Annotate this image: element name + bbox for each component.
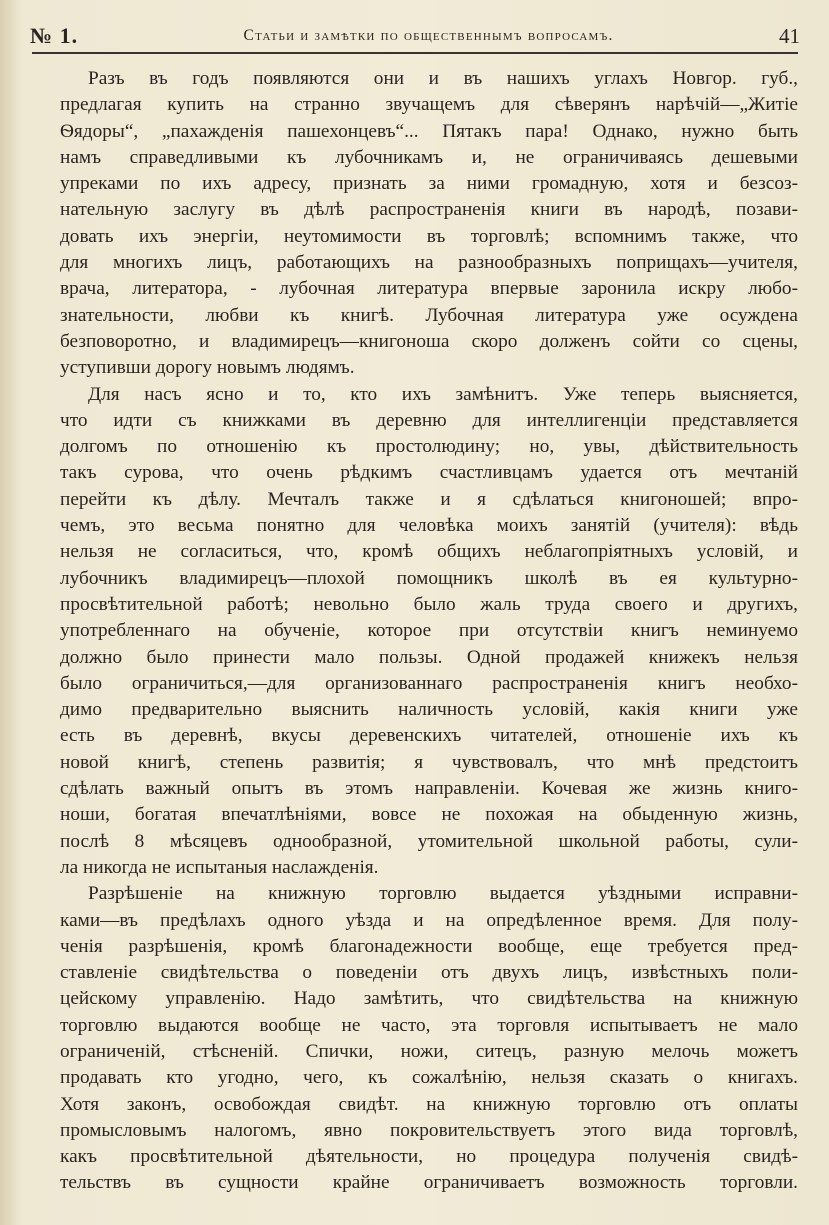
text-line: уступивши дорогу новымъ людямъ. <box>60 357 355 379</box>
text-line: продавать кто угодно, чего, къ сожалѣнію, нельзя сказать о книгахъ. <box>60 1067 798 1089</box>
text-line: для многихъ лицъ, работающихъ на разнообразныхъ поприщахъ—учителя, <box>60 252 798 274</box>
text-line: Для насъ ясно и то, кто ихъ замѣнитъ. Уже теперь выясняется, <box>88 383 798 405</box>
text-line: лубочникъ владимирецъ—плохой помощникъ школѣ въ ея культурно- <box>60 567 798 589</box>
text-line: послѣ 8 мѣсяцевъ однообразной, утомительной школьной работы, сули- <box>60 830 798 852</box>
text-line: ла никогда не испытаныя наслажденія. <box>60 856 379 878</box>
text-line: перейти къ дѣлу. Мечталъ также и я сдѣлаться книгоношей; впро- <box>60 488 798 510</box>
text-line: ставленіе свидѣтельства о поведеніи отъ двухъ лицъ, извѣстныхъ поли- <box>60 962 798 984</box>
text-line: новой книгѣ, степень развитія; я чувствовалъ, что мнѣ предстоитъ <box>60 751 798 773</box>
article-body <box>60 66 798 1197</box>
text-line: употребленнаго на обученіе, которое при отсутствіи книгъ неминуемо <box>60 620 798 642</box>
running-header <box>30 18 800 54</box>
text-line: должно было принести мало пользы. Одной продажей книжекъ нельзя <box>60 646 798 668</box>
text-line: было ограничиться,—для организованнаго распространенія книгъ необхо- <box>60 672 798 694</box>
text-line: какъ просвѣтительной дѣятельности, но процедура полученія свидѣ- <box>60 1146 798 1168</box>
text-line: что идти съ книжками въ деревню для интеллигенціи представляется <box>60 409 798 431</box>
text-line: ченія разрѣшенія, кромѣ благонадежности вообще, еще требуется пред- <box>60 935 798 957</box>
text-line: довать ихъ энергіи, неутомимости въ торговлѣ; вспомнимъ также, что <box>60 225 798 247</box>
text-line: знательности, любви къ книгѣ. Лубочная литература уже осуждена <box>60 304 798 326</box>
text-line: Разъ въ годъ появляются они и въ нашихъ углахъ Новгор. губ., <box>88 68 798 89</box>
running-title: Статьи и замѣтки по общественнымъ вопросамъ. <box>243 27 614 44</box>
text-line: чемъ, это весьма понятно для человѣка моихъ занятій (учителя): вѣдь <box>60 515 798 537</box>
text-line: тельствъ въ сущности крайне ограничиваетъ возможность торговли. <box>60 1172 798 1194</box>
page-number: 41 <box>779 23 800 48</box>
text-line: безповоротно, и владимирецъ—книгоноша скоро долженъ сойти со сцены, <box>60 330 798 352</box>
text-line: Хотя законъ, освобождая свидѣт. на книжную торговлю отъ оплаты <box>60 1093 798 1115</box>
text-line: долгомъ по отношенію къ простолюдину; но, увы, дѣйствительность <box>60 436 798 458</box>
text-line: ноши, богатая впечатлѣніями, вовсе не похожая на обыденную жизнь, <box>60 804 798 826</box>
text-line: ограниченій, стѣсненій. Спички, ножи, ситецъ, разную мелочь можетъ <box>60 1040 798 1062</box>
text-line: есть въ деревнѣ, вкусы деревенскихъ читателей, отношеніе ихъ къ <box>60 725 798 747</box>
text-line: димо предварительно выяснить наличность условій, какія книги уже <box>60 699 798 721</box>
text-line: упреками по ихъ адресу, признать за ними громадную, хотя и безсоз- <box>60 173 798 195</box>
text-line: Ѳядоры“, „пахажденія пашехонцевъ“... Пятакъ пара! Однако, нужно быть <box>60 120 798 142</box>
text-line: нельзя не согласиться, что, кромѣ общихъ неблагопріятныхъ условій, и <box>60 541 798 563</box>
issue-number: № 1. <box>30 23 79 48</box>
text-line: ками—въ предѣлахъ одного уѣзда и на опредѣленное время. Для полу- <box>60 909 798 931</box>
text-line: просвѣтительной работѣ; невольно было жаль труда своего и другихъ, <box>60 593 798 615</box>
text-line: врача, литератора, - лубочная литература впервые заронила искру любо- <box>60 278 798 300</box>
text-line: торговлю выдаются вообще не часто, эта торговля испытываетъ не мало <box>60 1014 798 1036</box>
text-line: нательную заслугу въ дѣлѣ распространенія книги въ народѣ, позави- <box>60 199 798 221</box>
text-line: сдѣлать важный опытъ въ этомъ направленіи. Кочевая же жизнь книго- <box>60 778 798 800</box>
text-line: промысловымъ налогомъ, явно покровительствуетъ этого вида торговлѣ, <box>60 1119 798 1141</box>
text-line: Разрѣшеніе на книжную торговлю выдается уѣздными исправни- <box>88 883 798 905</box>
text-line: такъ сурова, что очень рѣдкимъ счастливцамъ удается отъ мечтаній <box>60 462 798 484</box>
text-line: предлагая купить на странно звучащемъ для сѣверянъ нарѣчій—„Житіе <box>60 94 798 116</box>
text-line: намъ справедливыми къ лубочникамъ и, не ограничиваясь дешевыми <box>60 146 798 168</box>
header-rule <box>32 52 798 54</box>
text-line: цейскому управленію. Надо замѣтить, что свидѣтельства на книжную <box>60 988 798 1010</box>
